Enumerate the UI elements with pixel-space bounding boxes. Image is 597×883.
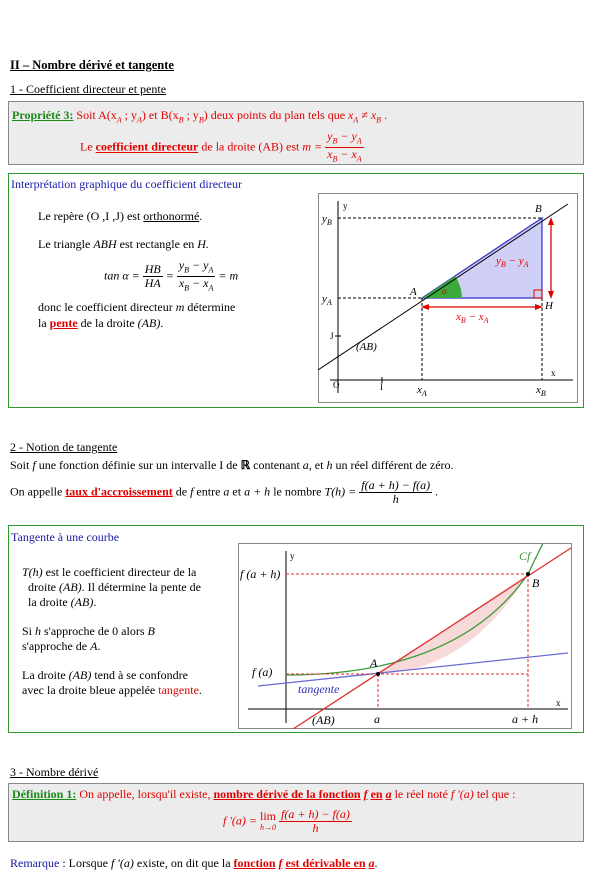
xA-label: $x_A$ [417,384,427,398]
subsection-1-title: 1 - Coefficient directeur et pente [10,82,167,96]
origin-label: O [333,380,340,390]
alpha-label: α [442,286,447,296]
coefficient-directeur-term: coefficient directeur [95,139,199,154]
xB-label: $x_B$ [536,384,546,398]
derivative-limit-formula: f '(a) = lim h→0 $\frac{f(a + h) - f(a)}{h}$ [223,807,350,835]
interp-line-triangle: Le triangle ABH est rectangle en H. [38,237,209,251]
tangent-curve-title: Tangente à une courbe [11,530,120,544]
property-3-label: Propriété 3: [12,108,74,122]
x-axis-label: x [551,368,556,378]
point-h-label: H [545,300,553,312]
section-title: II – Nombre dérivé et tangente [10,58,174,72]
point-b-label-2: B [532,576,540,590]
x-axis-label-2: x [556,698,561,708]
subsection-3-title: 3 - Nombre dérivé [10,765,99,779]
point-a-label-2: A [370,656,378,670]
slope-graph [318,193,578,403]
yB-label: $y_B$ [322,213,332,227]
unit-j-label: J [330,331,334,341]
line-ab-label: (AB) [356,341,377,353]
ab-label-2: (AB) [312,713,335,727]
point-b-label: B [535,203,542,215]
cf-label: Cf [519,549,531,563]
tangente-label: tangente [298,682,340,696]
property-3-line-2: Le coefficient directeur de la droite (AB) est m = $\frac{y_B - y_A}{x_B - x_A}$ [80,129,362,164]
yA-label: $y_A$ [322,293,332,307]
fa-label: f (a) [252,665,273,679]
interp-line-donc: donc le coefficient directeur m détermine [38,300,236,314]
subsection-2-title: 2 - Notion de tangente [10,440,118,454]
tangent-curve-text: T(h) est le coefficient directeur de la droite (AB). Il détermine la pente de la droite (AB). Si h s'approche de 0 alors B s'approche de A. La droite (AB) tend à se confondre avec la droite bleue appelée tangente. [22,565,202,697]
delta-y-label: $y_B - y_A$ [496,255,529,269]
a-label: a [374,712,380,726]
delta-x-label: $x_B - x_A$ [456,311,489,325]
definition-1-line-1: Définition 1: On appelle, lorsqu'il existe, nombre dérivé de la fonction f en a le réel noté f '(a) tel que : [12,787,516,801]
tangent-intro-line: Soit f une fonction définie sur un intervalle I de ℝ contenant a, et h un réel différent de zéro. [10,458,454,472]
tangent-graph [238,543,572,729]
fah-label: f (a + h) [240,567,281,581]
point-a-label: A [410,286,417,298]
slope-fraction: $\frac{y_B - y_A}{x_B - x_A}$ [327,129,362,164]
interpretation-title: Interprétation graphique du coefficient directeur [11,177,243,191]
remarque-line: Remarque : Lorsque f '(a) existe, on dit que la fonction f est dérivable en a. [10,856,378,870]
interp-tan-formula: tan α = $\frac{HB}{HA}$ = $\frac{y_B - y_A}{x_B - x_A}$ = m [104,258,239,293]
y-axis-label: y [343,201,348,211]
taux-definition-line: On appelle taux d'accroissement de f entre a et a + h le nombre T(h) = $\frac{f(a + h) - f(a)}{h}$ . [10,478,439,506]
interp-line-pente: la pente de la droite (AB). [38,316,164,330]
ah-label: a + h [512,712,539,726]
y-axis-label-2: y [290,551,295,561]
interp-line-repere: Le repère (O ,I ,J) est orthonormé. [38,209,203,223]
definition-1-label: Définition 1: [12,787,77,801]
unit-i-label: I [380,382,383,392]
taux-accroissement-term: taux d'accroissement [65,484,173,499]
property-3-line-1: Propriété 3: Soit $A(x_A$ ; $y_A$) et $B(x_B$ ; $y_B$) deux points du plan tels que $x_A \ne x_B$ . [12,108,388,125]
